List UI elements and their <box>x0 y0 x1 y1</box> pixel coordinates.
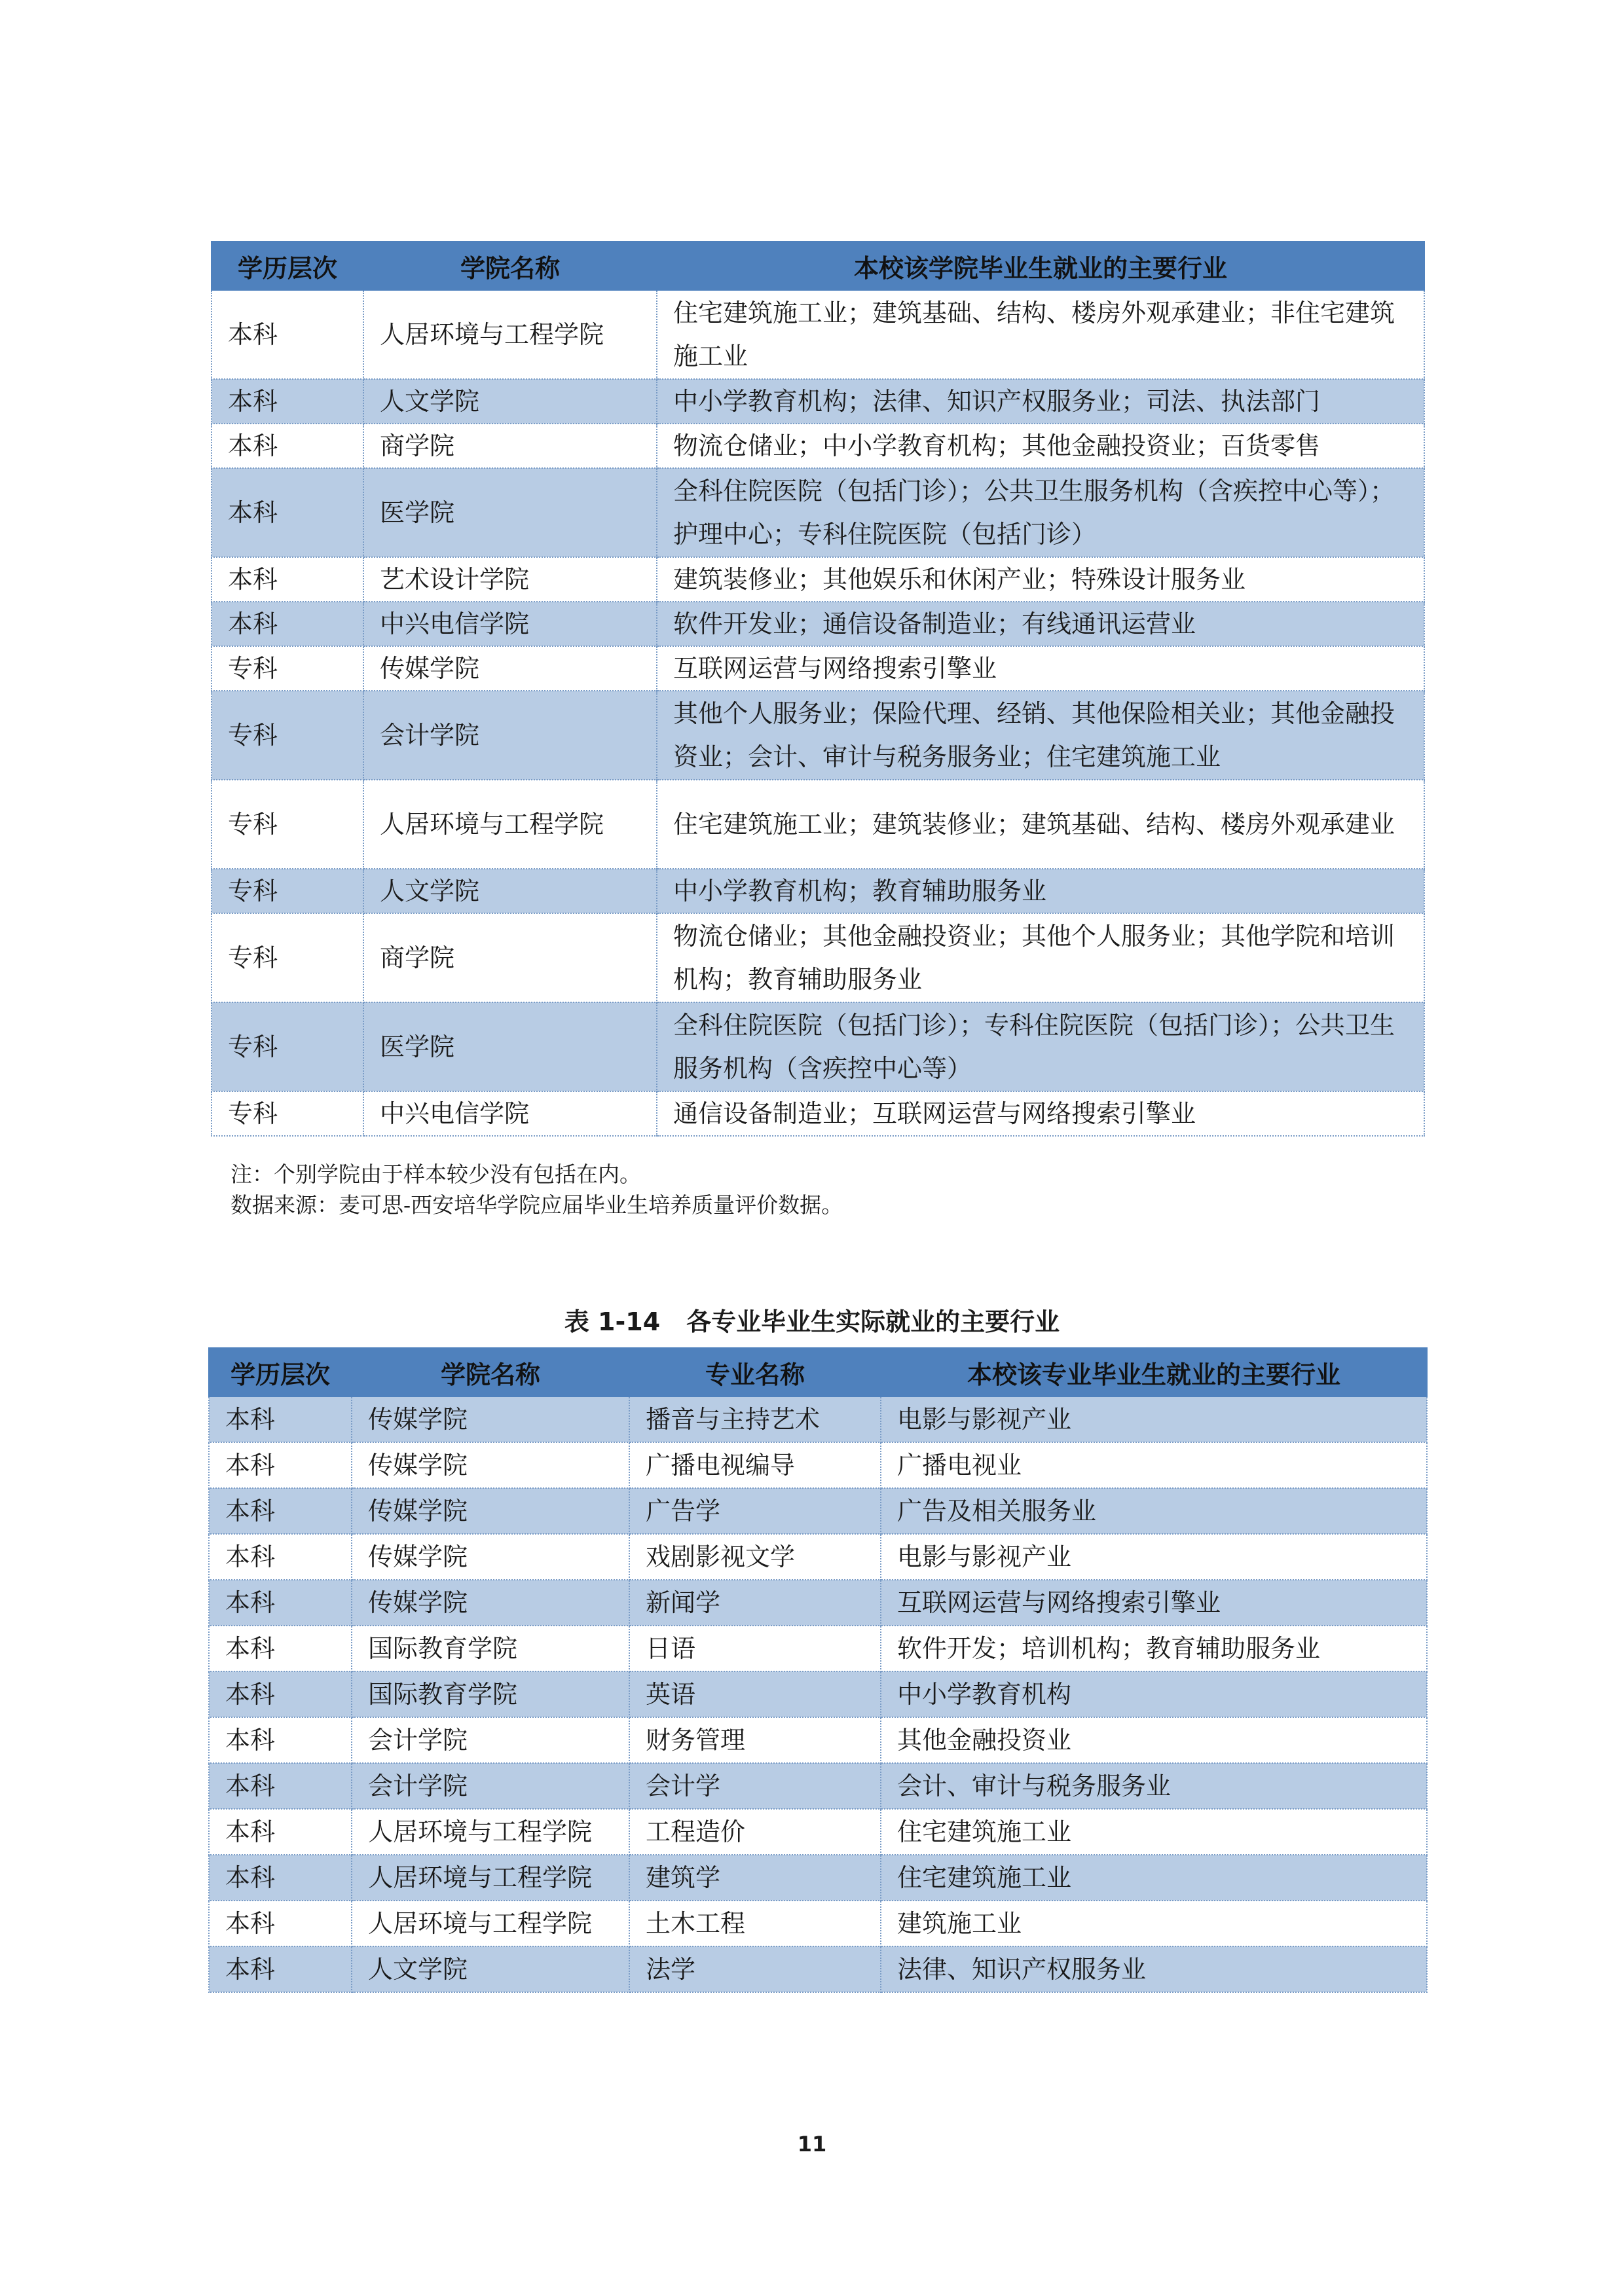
cell-industry: 建筑装修业；其他娱乐和休闲产业；特殊设计服务业 <box>657 557 1424 602</box>
cell-level: 专科 <box>212 869 363 913</box>
cell-level: 专科 <box>212 1091 363 1136</box>
table-caption-title: 各专业毕业生实际就业的主要行业 <box>686 1307 1060 1336</box>
cell-major: 法学 <box>629 1946 881 1992</box>
cell-industry: 电影与影视产业 <box>881 1396 1427 1442</box>
cell-college: 医学院 <box>363 1002 657 1091</box>
cell-level: 本科 <box>209 1855 352 1901</box>
cell-college: 艺术设计学院 <box>363 557 657 602</box>
cell-major: 广告学 <box>629 1488 881 1534</box>
table-row <box>209 1580 1427 1626</box>
cell-level: 本科 <box>209 1626 352 1671</box>
table-row <box>212 780 1424 869</box>
cell-industry: 住宅建筑施工业；建筑装修业；建筑基础、结构、楼房外观承建业 <box>657 780 1424 869</box>
header-level: 学历层次 <box>209 1348 352 1396</box>
table-row <box>212 646 1424 691</box>
cell-college: 人居环境与工程学院 <box>352 1809 629 1855</box>
cell-level: 本科 <box>209 1396 352 1442</box>
cell-level: 本科 <box>209 1580 352 1626</box>
cell-industry: 通信设备制造业；互联网运营与网络搜索引擎业 <box>657 1091 1424 1136</box>
table-row <box>209 1534 1427 1580</box>
cell-major: 戏剧影视文学 <box>629 1534 881 1580</box>
cell-college: 人居环境与工程学院 <box>363 290 657 379</box>
cell-industry: 广播电视业 <box>881 1442 1427 1488</box>
cell-college: 传媒学院 <box>352 1488 629 1534</box>
cell-college: 商学院 <box>363 424 657 468</box>
table-row <box>212 379 1424 424</box>
table-caption <box>0 1302 1624 1338</box>
cell-industry: 中小学教育机构；法律、知识产权服务业；司法、执法部门 <box>657 379 1424 424</box>
cell-industry: 广告及相关服务业 <box>881 1488 1427 1534</box>
cell-college: 商学院 <box>363 913 657 1002</box>
table-row <box>209 1855 1427 1901</box>
cell-college: 传媒学院 <box>352 1534 629 1580</box>
table-row <box>212 468 1424 557</box>
table-row <box>209 1946 1427 1992</box>
cell-level: 本科 <box>212 424 363 468</box>
table-header-row <box>212 242 1424 290</box>
cell-major: 建筑学 <box>629 1855 881 1901</box>
table-caption-number: 表 1-14 <box>564 1307 661 1336</box>
table-row <box>209 1396 1427 1442</box>
cell-major: 新闻学 <box>629 1580 881 1626</box>
cell-major: 英语 <box>629 1671 881 1717</box>
cell-level: 本科 <box>209 1488 352 1534</box>
cell-industry: 中小学教育机构 <box>881 1671 1427 1717</box>
cell-major: 会计学 <box>629 1763 881 1809</box>
cell-industry: 其他个人服务业；保险代理、经销、其他保险相关业；其他金融投资业；会计、审计与税务服务业；住宅建筑施工业 <box>657 691 1424 780</box>
cell-college: 传媒学院 <box>352 1442 629 1488</box>
cell-industry: 全科住院医院（包括门诊）；公共卫生服务机构（含疾控中心等）；护理中心；专科住院医院（包括门诊） <box>657 468 1424 557</box>
cell-industry: 中小学教育机构；教育辅助服务业 <box>657 869 1424 913</box>
cell-industry: 软件开发业；通信设备制造业；有线通讯运营业 <box>657 602 1424 646</box>
cell-major: 财务管理 <box>629 1717 881 1763</box>
cell-college: 传媒学院 <box>363 646 657 691</box>
cell-level: 专科 <box>212 913 363 1002</box>
cell-level: 本科 <box>209 1901 352 1946</box>
cell-industry: 住宅建筑施工业 <box>881 1855 1427 1901</box>
table-row <box>209 1809 1427 1855</box>
cell-industry: 住宅建筑施工业 <box>881 1809 1427 1855</box>
major-industry-table <box>208 1347 1428 1993</box>
header-industry: 本校该学院毕业生就业的主要行业 <box>657 242 1424 290</box>
cell-college: 国际教育学院 <box>352 1671 629 1717</box>
cell-college: 会计学院 <box>363 691 657 780</box>
college-industry-table <box>211 241 1425 1137</box>
cell-level: 专科 <box>212 780 363 869</box>
cell-level: 本科 <box>209 1946 352 1992</box>
cell-college: 中兴电信学院 <box>363 602 657 646</box>
cell-major: 工程造价 <box>629 1809 881 1855</box>
header-level: 学历层次 <box>212 242 363 290</box>
cell-college: 人居环境与工程学院 <box>352 1901 629 1946</box>
page-number: 11 <box>797 2132 827 2157</box>
cell-level: 本科 <box>209 1717 352 1763</box>
cell-level: 本科 <box>212 557 363 602</box>
table-row <box>212 691 1424 780</box>
cell-college: 人文学院 <box>363 379 657 424</box>
table-header-row <box>209 1348 1427 1396</box>
cell-industry: 其他金融投资业 <box>881 1717 1427 1763</box>
table-row <box>212 290 1424 379</box>
table-row <box>209 1626 1427 1671</box>
table-row <box>212 1091 1424 1136</box>
cell-level: 本科 <box>209 1671 352 1717</box>
cell-level: 本科 <box>212 468 363 557</box>
cell-level: 本科 <box>209 1809 352 1855</box>
table-row <box>209 1901 1427 1946</box>
cell-college: 人文学院 <box>352 1946 629 1992</box>
table-row <box>212 424 1424 468</box>
cell-level: 专科 <box>212 646 363 691</box>
table-note: 注：个别学院由于样本较少没有包括在内。 <box>231 1161 641 1187</box>
cell-industry: 物流仓储业；其他金融投资业；其他个人服务业；其他学院和培训机构；教育辅助服务业 <box>657 913 1424 1002</box>
cell-college: 人居环境与工程学院 <box>363 780 657 869</box>
table-row <box>209 1763 1427 1809</box>
cell-industry: 互联网运营与网络搜索引擎业 <box>657 646 1424 691</box>
cell-industry: 建筑施工业 <box>881 1901 1427 1946</box>
table-row <box>212 913 1424 1002</box>
cell-college: 会计学院 <box>352 1763 629 1809</box>
table-row <box>209 1671 1427 1717</box>
cell-industry: 住宅建筑施工业；建筑基础、结构、楼房外观承建业；非住宅建筑施工业 <box>657 290 1424 379</box>
cell-college: 会计学院 <box>352 1717 629 1763</box>
cell-level: 专科 <box>212 1002 363 1091</box>
cell-major: 土木工程 <box>629 1901 881 1946</box>
cell-industry: 互联网运营与网络搜索引擎业 <box>881 1580 1427 1626</box>
table-row <box>212 602 1424 646</box>
cell-level: 本科 <box>209 1534 352 1580</box>
cell-college: 传媒学院 <box>352 1396 629 1442</box>
cell-industry: 法律、知识产权服务业 <box>881 1946 1427 1992</box>
cell-industry: 电影与影视产业 <box>881 1534 1427 1580</box>
cell-industry: 全科住院医院（包括门诊）；专科住院医院（包括门诊）；公共卫生服务机构（含疾控中心等） <box>657 1002 1424 1091</box>
table-row <box>209 1717 1427 1763</box>
cell-industry: 物流仓储业；中小学教育机构；其他金融投资业；百货零售 <box>657 424 1424 468</box>
cell-college: 人文学院 <box>363 869 657 913</box>
table-row <box>209 1442 1427 1488</box>
cell-major: 日语 <box>629 1626 881 1671</box>
table-row <box>212 869 1424 913</box>
header-major: 专业名称 <box>629 1348 881 1396</box>
cell-major: 广播电视编导 <box>629 1442 881 1488</box>
cell-college: 国际教育学院 <box>352 1626 629 1671</box>
cell-college: 中兴电信学院 <box>363 1091 657 1136</box>
header-industry: 本校该专业毕业生就业的主要行业 <box>881 1348 1427 1396</box>
cell-college: 人居环境与工程学院 <box>352 1855 629 1901</box>
data-source-note: 数据来源：麦可思-西安培华学院应届毕业生培养质量评价数据。 <box>231 1192 843 1218</box>
cell-level: 本科 <box>212 602 363 646</box>
cell-level: 本科 <box>209 1763 352 1809</box>
table-row <box>212 557 1424 602</box>
cell-college: 医学院 <box>363 468 657 557</box>
cell-major: 播音与主持艺术 <box>629 1396 881 1442</box>
cell-level: 专科 <box>212 691 363 780</box>
cell-industry: 软件开发；培训机构；教育辅助服务业 <box>881 1626 1427 1671</box>
cell-industry: 会计、审计与税务服务业 <box>881 1763 1427 1809</box>
cell-level: 本科 <box>212 290 363 379</box>
table-row <box>209 1488 1427 1534</box>
cell-level: 本科 <box>209 1442 352 1488</box>
cell-college: 传媒学院 <box>352 1580 629 1626</box>
cell-level: 本科 <box>212 379 363 424</box>
header-college: 学院名称 <box>352 1348 629 1396</box>
table-row <box>212 1002 1424 1091</box>
header-college: 学院名称 <box>363 242 657 290</box>
